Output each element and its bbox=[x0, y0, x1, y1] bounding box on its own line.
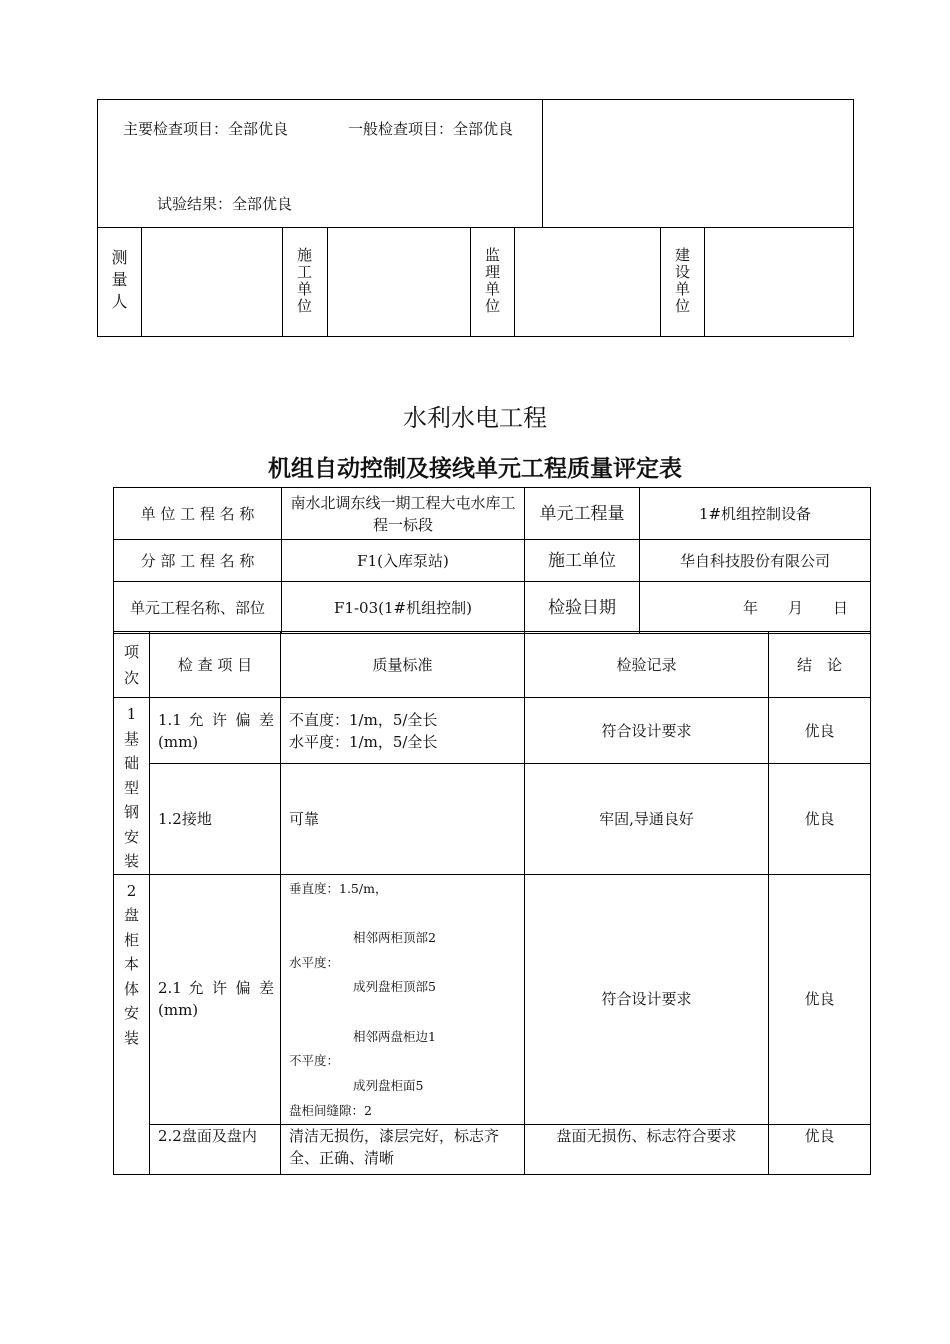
signer-contractor: 施工单位 bbox=[295, 247, 313, 315]
col-record: 检验记录 bbox=[525, 632, 769, 698]
signer-divider bbox=[470, 227, 471, 337]
date-label: 检验日期 bbox=[525, 582, 640, 634]
row-2-1-record: 符合设计要求 bbox=[525, 874, 769, 1124]
row-2-1-result: 优良 bbox=[769, 874, 871, 1124]
group-1-label: 1基础型钢安装 bbox=[123, 705, 139, 870]
signer-divider bbox=[282, 227, 283, 337]
contractor-value: 华自科技股份有限公司 bbox=[640, 540, 871, 582]
form-title: 机组自动控制及接线单元工程质量评定表 bbox=[268, 456, 682, 482]
date-value: 年 月 日 bbox=[640, 582, 871, 634]
test-result: 试验结果：全部优良 bbox=[157, 195, 293, 213]
row-1-2-standard: 可靠 bbox=[281, 764, 525, 874]
unit-project-label: 单 位 工 程 名 称 bbox=[114, 488, 282, 540]
element-label: 单元工程名称、部位 bbox=[114, 582, 282, 634]
signer-divider bbox=[704, 227, 705, 337]
group-2-name bbox=[114, 874, 150, 1174]
info-table bbox=[113, 487, 871, 634]
signer-surveyor: 测量人 bbox=[109, 249, 128, 315]
signer-supervisor: 监理单位 bbox=[483, 247, 501, 315]
col-seq bbox=[114, 632, 150, 698]
row-2-2-result: 优良 bbox=[769, 1124, 871, 1174]
signer-divider bbox=[141, 227, 142, 337]
signer-divider bbox=[514, 227, 515, 337]
standard-line: 水平度：1/m，5/全长 bbox=[289, 732, 438, 751]
signer-divider bbox=[660, 227, 661, 337]
standard-line: 盘柜间缝隙：2 bbox=[289, 1102, 372, 1118]
row-2-2-record: 盘面无损伤、标志符合要求 bbox=[525, 1124, 769, 1174]
standard-line: 相邻两盘柜边1 bbox=[353, 1028, 436, 1044]
row-2-2-item: 2.2盘面及盘内 bbox=[150, 1124, 281, 1174]
group-2-label: 2盘柜本体安装 bbox=[123, 881, 139, 1047]
row-2-2-standard: 清洁无损伤，漆层完好，标志齐全、正确、清晰 bbox=[281, 1124, 525, 1174]
main-items-result: 主要检查项目：全部优良 bbox=[123, 120, 289, 138]
standard-line: 相邻两柜顶部2 bbox=[353, 929, 436, 945]
summary-divider bbox=[542, 99, 543, 228]
page-title: 水利水电工程 bbox=[403, 404, 547, 432]
sub-project-value: F1(入库泵站) bbox=[282, 540, 525, 582]
element-value: F1-03(1#机组控制) bbox=[282, 582, 525, 634]
row-2-1-standard bbox=[281, 874, 525, 1124]
standard-line: 水平度： bbox=[289, 954, 340, 970]
row-2-1-item: 2.1 允 许 偏 差(mm) bbox=[150, 874, 281, 1124]
row-1-2-record: 牢固,导通良好 bbox=[525, 764, 769, 874]
unit-quantity-label: 单元工程量 bbox=[525, 488, 640, 540]
signer-owner: 建设单位 bbox=[673, 247, 691, 315]
inspection-table bbox=[113, 631, 871, 1175]
signers-top-line bbox=[97, 227, 854, 228]
row-1-1-standard bbox=[281, 698, 525, 764]
row-1-2-item: 1.2接地 bbox=[150, 764, 281, 874]
standard-line: 不直度：1/m，5/全长 bbox=[289, 710, 438, 729]
general-items-result: 一般检查项目：全部优良 bbox=[348, 120, 514, 138]
standard-line: 成列盘柜面5 bbox=[353, 1078, 424, 1094]
row-1-2-result: 优良 bbox=[769, 764, 871, 874]
unit-project-value: 南水北调东线一期工程大屯水库工程一标段 bbox=[282, 488, 525, 540]
standard-line: 垂直度：1.5/m， bbox=[289, 880, 388, 896]
unit-quantity-value: 1#机组控制设备 bbox=[640, 488, 871, 540]
row-1-1-record: 符合设计要求 bbox=[525, 698, 769, 764]
standard-line bbox=[289, 1000, 524, 1025]
col-seq-label: 项次 bbox=[123, 642, 139, 687]
row-1-1-result: 优良 bbox=[769, 698, 871, 764]
sub-project-label: 分 部 工 程 名 称 bbox=[114, 540, 282, 582]
standard-line: 成列盘柜顶部5 bbox=[353, 979, 436, 995]
standard-line bbox=[289, 901, 524, 926]
col-item: 检 查 项 目 bbox=[150, 632, 281, 698]
group-1-name bbox=[114, 698, 150, 875]
signer-divider bbox=[327, 227, 328, 337]
row-1-1-item: 1.1 允 许 偏 差(mm) bbox=[150, 698, 281, 764]
standard-line: 不平度： bbox=[289, 1053, 340, 1069]
col-standard: 质量标准 bbox=[281, 632, 525, 698]
contractor-label: 施工单位 bbox=[525, 540, 640, 582]
col-result: 结 论 bbox=[769, 632, 871, 698]
